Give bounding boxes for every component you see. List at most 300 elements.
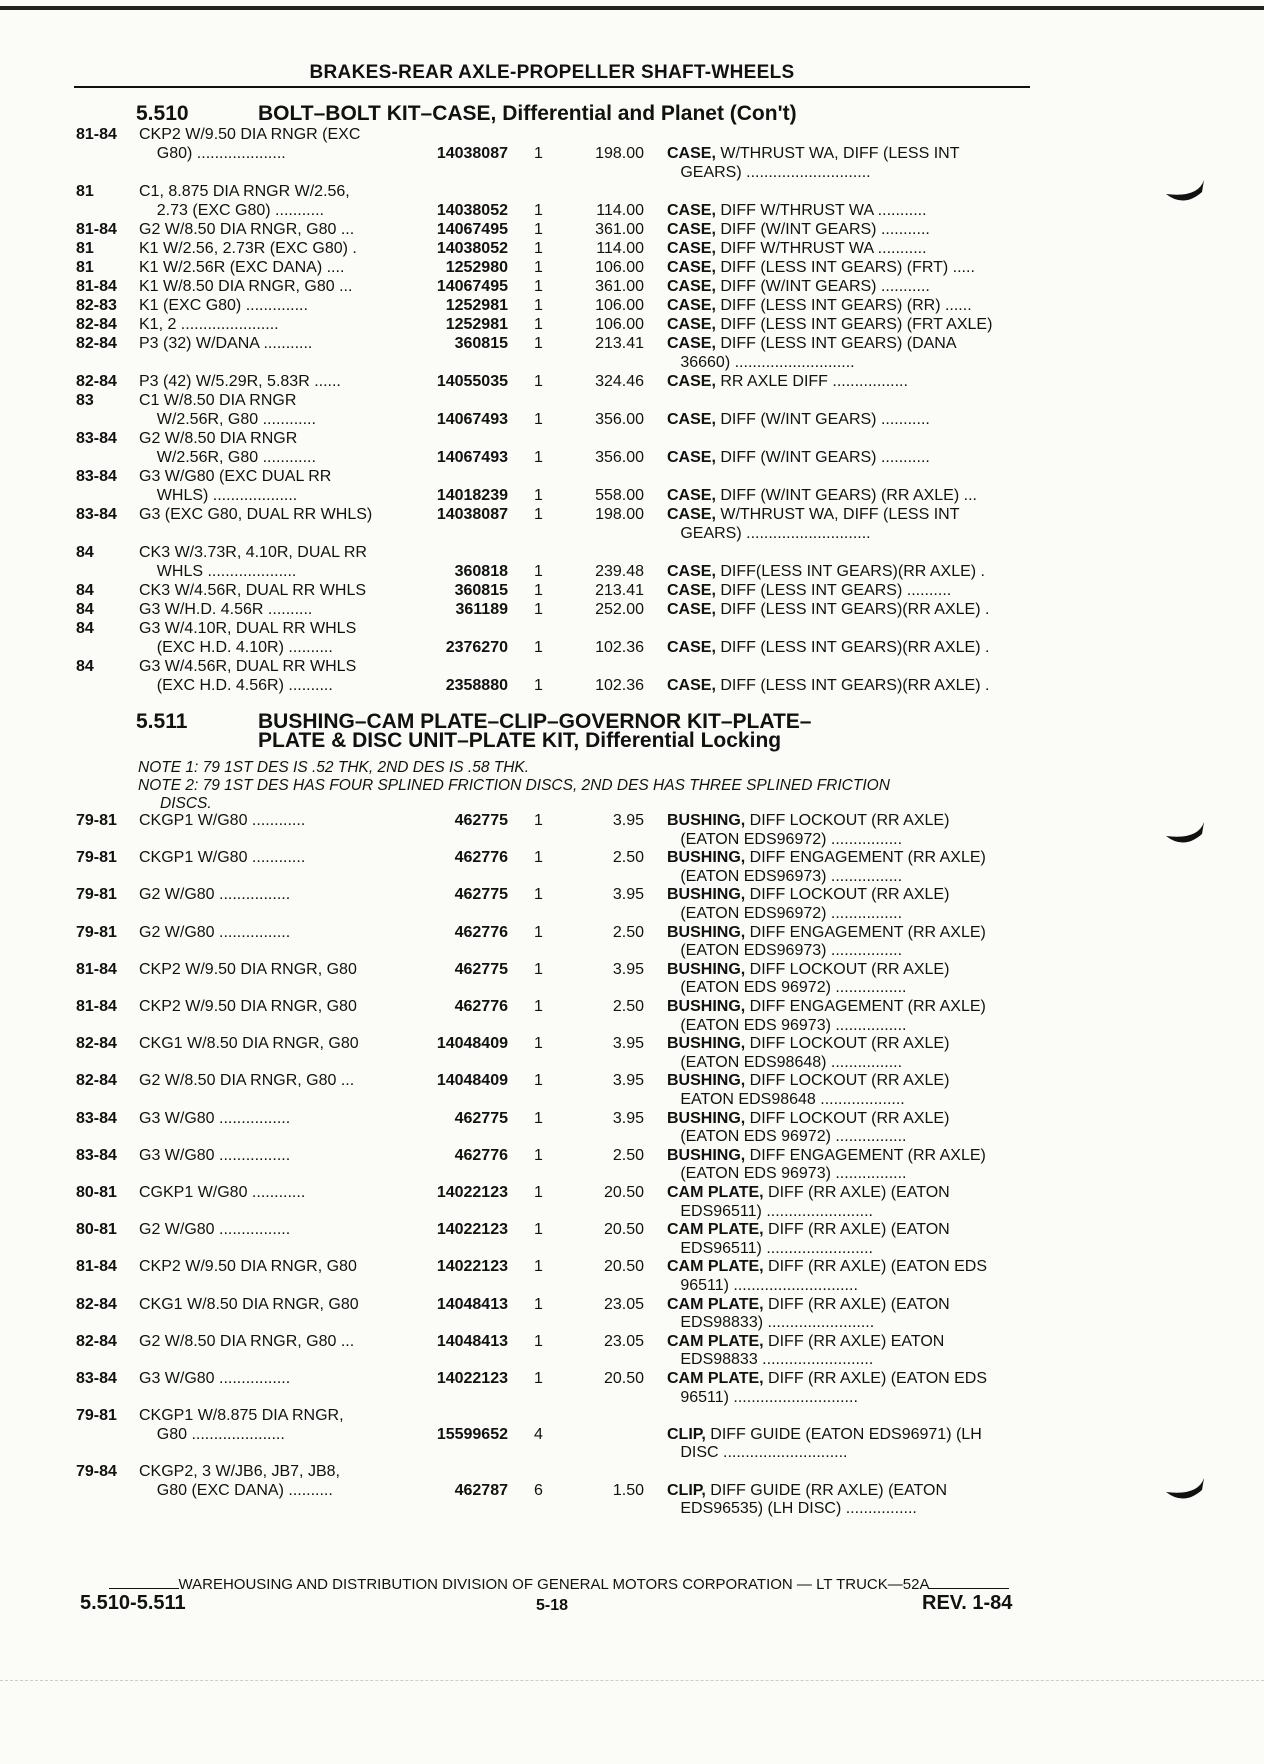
price: 106.00 bbox=[595, 316, 644, 333]
year-range: 79-81 bbox=[76, 886, 117, 904]
page-header: BRAKES-REAR AXLE-PROPELLER SHAFT-WHEELS bbox=[74, 62, 1030, 88]
part-name: BUSHING, bbox=[667, 960, 746, 978]
part-detail: GEARS) ............................ bbox=[667, 164, 871, 181]
year-range: 83-84 bbox=[76, 1109, 117, 1127]
part-detail: 96511) ............................ bbox=[667, 1388, 858, 1406]
price: 20.50 bbox=[603, 1184, 644, 1201]
part-detail: DIFF ENGAGEMENT (RR AXLE) bbox=[745, 923, 986, 941]
part-description bbox=[667, 297, 1037, 316]
part-number: 14048409 bbox=[436, 1072, 508, 1090]
model-application: CKGP1 W/G80 ............ bbox=[139, 849, 306, 867]
part-description bbox=[667, 316, 1037, 335]
price: 3.95 bbox=[612, 812, 644, 829]
quantity: 1 bbox=[534, 506, 543, 523]
model-application: CKG1 W/8.50 DIA RNGR, G80 bbox=[139, 1295, 359, 1313]
quantity: 1 bbox=[534, 221, 543, 238]
quantity: 1 bbox=[534, 1221, 543, 1239]
part-name: CASE, bbox=[667, 506, 716, 523]
part-description bbox=[667, 487, 1037, 506]
price: 20.50 bbox=[603, 1370, 644, 1387]
quantity: 1 bbox=[534, 487, 543, 504]
model-application: CK3 W/3.73R, 4.10R, DUAL RR bbox=[139, 544, 367, 561]
part-detail: DIFF GUIDE (EATON EDS96971) (LH bbox=[705, 1425, 982, 1443]
part-detail: 36660) ........................... bbox=[667, 354, 855, 371]
quantity: 1 bbox=[534, 1035, 543, 1053]
price: 106.00 bbox=[595, 259, 644, 276]
part-name: CASE, bbox=[667, 145, 716, 162]
part-name: CASE, bbox=[667, 297, 716, 314]
price: 3.95 bbox=[612, 1109, 644, 1127]
part-detail: RR AXLE DIFF ................. bbox=[715, 373, 908, 390]
price: 2.50 bbox=[612, 1146, 644, 1164]
part-description bbox=[667, 998, 1037, 1017]
part-description bbox=[667, 411, 1037, 430]
part-name: CASE, bbox=[667, 677, 716, 694]
part-name: CASE, bbox=[667, 278, 716, 295]
part-number: 14067493 bbox=[436, 449, 508, 466]
quantity: 1 bbox=[534, 1295, 543, 1313]
part-name: BUSHING, bbox=[667, 812, 746, 829]
model-application: CK3 W/4.56R, DUAL RR WHLS bbox=[139, 582, 367, 599]
quantity: 1 bbox=[534, 259, 543, 276]
price: 106.00 bbox=[595, 297, 644, 314]
part-description bbox=[667, 240, 1037, 259]
price: 361.00 bbox=[595, 221, 644, 238]
quantity: 1 bbox=[534, 582, 543, 599]
part-description bbox=[667, 354, 1037, 373]
part-detail: DIFF (LESS INT GEARS) (DANA bbox=[715, 335, 957, 352]
part-number: 1252981 bbox=[445, 297, 508, 314]
part-detail: EDS96535) (LH DISC) ................ bbox=[667, 1500, 917, 1518]
quantity: 1 bbox=[534, 998, 543, 1015]
model-application: W/2.56R, G80 ............ bbox=[139, 449, 316, 466]
part-detail: DIFF (W/INT GEARS) ........... bbox=[715, 221, 930, 238]
part-number: 462776 bbox=[454, 923, 508, 941]
model-application: G80 ..................... bbox=[139, 1425, 285, 1443]
part-name: CASE, bbox=[667, 487, 716, 504]
part-description bbox=[667, 259, 1037, 278]
part-detail: DIFF (LESS INT GEARS)(RR AXLE) . bbox=[715, 677, 990, 694]
part-description bbox=[667, 1017, 1037, 1036]
part-description bbox=[667, 1277, 1037, 1296]
quantity: 1 bbox=[534, 1146, 543, 1164]
part-description bbox=[667, 979, 1037, 998]
footer-page-number: 5-18 bbox=[536, 1597, 569, 1614]
section-number: 5.511 bbox=[136, 710, 188, 733]
part-detail: (EATON EDS 96973) ................ bbox=[667, 1165, 907, 1183]
part-detail: (EATON EDS 96972) ................ bbox=[667, 979, 907, 997]
quantity: 1 bbox=[534, 1332, 543, 1350]
part-description bbox=[667, 164, 1037, 183]
model-application: CKP2 W/9.50 DIA RNGR, G80 bbox=[139, 1258, 357, 1276]
year-range: 81 bbox=[76, 183, 94, 200]
year-range: 81-84 bbox=[76, 126, 117, 143]
model-application: CKG1 W/8.50 DIA RNGR, G80 bbox=[139, 1035, 359, 1053]
model-application: G3 W/4.56R, DUAL RR WHLS bbox=[139, 658, 357, 675]
part-number: 14022123 bbox=[436, 1258, 508, 1276]
part-description bbox=[667, 639, 1037, 658]
quantity: 1 bbox=[534, 639, 543, 656]
model-application: C1 W/8.50 DIA RNGR bbox=[139, 392, 297, 409]
price: 114.00 bbox=[596, 202, 644, 219]
part-detail: (EATON EDS 96972) ................ bbox=[667, 1128, 907, 1146]
footer-revision: REV. 1-84 bbox=[922, 1592, 1013, 1614]
part-name: BUSHING, bbox=[667, 1146, 746, 1164]
part-number: 361189 bbox=[455, 601, 508, 618]
part-detail: 96511) ............................ bbox=[667, 1277, 858, 1294]
part-name: CASE, bbox=[667, 449, 716, 466]
part-detail: DIFF(LESS INT GEARS)(RR AXLE) . bbox=[715, 563, 985, 580]
part-description bbox=[667, 1351, 1037, 1370]
part-description bbox=[667, 1258, 1037, 1277]
part-description bbox=[667, 1184, 1037, 1203]
part-description bbox=[667, 1035, 1037, 1054]
part-name: CASE, bbox=[667, 202, 716, 219]
part-description bbox=[667, 1426, 1037, 1445]
section-title-line1: BUSHING–CAM PLATE–CLIP–GOVERNOR KIT–PLATE– bbox=[258, 710, 812, 733]
part-detail: DIFF (RR AXLE) (EATON bbox=[763, 1221, 950, 1239]
part-name: CASE, bbox=[667, 563, 716, 580]
quantity: 1 bbox=[534, 1109, 543, 1127]
model-application: P3 (42) W/5.29R, 5.83R ...... bbox=[139, 373, 341, 390]
model-application: P3 (32) W/DANA ........... bbox=[139, 335, 313, 352]
part-detail: DIFF W/THRUST WA ........... bbox=[715, 202, 927, 219]
quantity: 1 bbox=[534, 923, 543, 941]
part-description bbox=[667, 145, 1037, 164]
part-detail: DIFF (LESS INT GEARS) (FRT) ..... bbox=[715, 259, 975, 276]
section-5511-heading-line2: PLATE & DISC UNIT–PLATE KIT, Differential Locking bbox=[258, 729, 782, 752]
year-range: 81 bbox=[76, 240, 94, 257]
part-detail: DIFF (W/INT GEARS) ........... bbox=[715, 411, 930, 428]
part-detail: DIFF LOCKOUT (RR AXLE) bbox=[745, 886, 950, 904]
part-number: 14067493 bbox=[436, 411, 508, 428]
model-application: G3 W/G80 ................ bbox=[139, 1370, 291, 1387]
part-number: 360815 bbox=[454, 582, 508, 599]
part-detail: DIFF ENGAGEMENT (RR AXLE) bbox=[745, 998, 986, 1015]
year-range: 83 bbox=[76, 392, 94, 409]
model-application: G3 (EXC G80, DUAL RR WHLS) bbox=[139, 506, 373, 523]
part-number: 14038087 bbox=[436, 506, 508, 523]
part-number: 462776 bbox=[454, 998, 508, 1015]
quantity: 1 bbox=[534, 411, 543, 428]
price: 2.50 bbox=[612, 998, 644, 1015]
part-name: BUSHING, bbox=[667, 998, 746, 1015]
part-description bbox=[667, 1054, 1037, 1073]
quantity: 1 bbox=[534, 1072, 543, 1090]
part-name: CASE, bbox=[667, 373, 716, 390]
part-detail: DIFF ENGAGEMENT (RR AXLE) bbox=[745, 849, 986, 867]
part-detail: W/THRUST WA, DIFF (LESS INT bbox=[715, 145, 960, 162]
part-name: BUSHING, bbox=[667, 1035, 746, 1053]
part-detail: DIFF LOCKOUT (RR AXLE) bbox=[745, 1072, 950, 1090]
part-name: BUSHING, bbox=[667, 849, 746, 867]
part-description bbox=[667, 961, 1037, 980]
quantity: 1 bbox=[534, 297, 543, 314]
year-range: 82-84 bbox=[76, 1332, 117, 1350]
part-description bbox=[667, 924, 1037, 943]
part-number: 1252981 bbox=[445, 316, 508, 333]
part-description bbox=[667, 812, 1037, 831]
quantity: 1 bbox=[534, 563, 543, 580]
part-name: CAM PLATE, bbox=[667, 1332, 764, 1350]
model-application: G3 W/G80 ................ bbox=[139, 1109, 291, 1127]
part-description bbox=[667, 449, 1037, 468]
part-detail: (EATON EDS96973) ................ bbox=[667, 867, 903, 885]
part-number: 360818 bbox=[454, 563, 508, 580]
year-range: 84 bbox=[76, 544, 94, 561]
binder-hook-mark bbox=[1164, 1476, 1208, 1506]
part-description bbox=[667, 563, 1037, 582]
year-range: 81 bbox=[76, 259, 94, 276]
price: 213.41 bbox=[595, 582, 644, 599]
quantity: 1 bbox=[534, 960, 543, 978]
part-description bbox=[667, 1444, 1037, 1463]
part-detail: DIFF LOCKOUT (RR AXLE) bbox=[745, 960, 950, 978]
model-application: G2 W/8.50 DIA RNGR, G80 ... bbox=[139, 1072, 355, 1090]
part-number: 14067495 bbox=[436, 221, 508, 238]
part-detail: DIFF (RR AXLE) EATON bbox=[763, 1332, 945, 1350]
part-detail: (EATON EDS96972) ................ bbox=[667, 830, 903, 848]
part-detail: DIFF (RR AXLE) (EATON EDS bbox=[763, 1258, 988, 1276]
quantity: 1 bbox=[534, 449, 543, 466]
model-application: K1 W/8.50 DIA RNGR, G80 ... bbox=[139, 278, 353, 295]
part-detail: EDS98833) ........................ bbox=[667, 1314, 875, 1332]
quantity: 1 bbox=[534, 812, 543, 829]
section-5510-heading bbox=[136, 104, 797, 124]
price: 114.00 bbox=[596, 240, 644, 257]
part-detail: DIFF LOCKOUT (RR AXLE) bbox=[745, 1035, 950, 1053]
price: 3.95 bbox=[612, 960, 644, 978]
year-range: 83-84 bbox=[76, 1370, 117, 1387]
part-description bbox=[667, 1091, 1037, 1110]
binder-hook-mark bbox=[1164, 820, 1208, 850]
part-detail: DISC ............................ bbox=[667, 1444, 848, 1462]
model-application: CKGP2, 3 W/JB6, JB7, JB8, bbox=[139, 1463, 340, 1480]
part-name: CAM PLATE, bbox=[667, 1295, 764, 1313]
part-description bbox=[667, 1147, 1037, 1166]
part-number: 462776 bbox=[454, 1146, 508, 1164]
part-detail: DIFF GUIDE (RR AXLE) (EATON bbox=[705, 1481, 948, 1499]
model-application: CKP2 W/9.50 DIA RNGR (EXC bbox=[139, 126, 361, 143]
year-range: 79-84 bbox=[76, 1463, 117, 1480]
model-application: G2 W/8.50 DIA RNGR, G80 ... bbox=[139, 1332, 355, 1350]
price: 198.00 bbox=[595, 506, 644, 523]
part-number: 14048409 bbox=[436, 1035, 508, 1053]
part-number: 14022123 bbox=[436, 1184, 508, 1201]
part-name: CAM PLATE, bbox=[667, 1370, 764, 1387]
part-description bbox=[667, 506, 1037, 525]
part-detail: DIFF W/THRUST WA ........... bbox=[715, 240, 927, 257]
year-range: 79-81 bbox=[76, 812, 117, 829]
part-name: CAM PLATE, bbox=[667, 1258, 764, 1276]
part-number: 462787 bbox=[454, 1481, 508, 1499]
part-description bbox=[667, 278, 1037, 297]
part-detail: DIFF (RR AXLE) (EATON bbox=[763, 1295, 950, 1313]
quantity: 4 bbox=[534, 1425, 543, 1443]
part-detail: (EATON EDS96973) ................ bbox=[667, 942, 903, 960]
part-number: 1252980 bbox=[445, 259, 508, 276]
model-application: K1, 2 ...................... bbox=[139, 316, 279, 333]
model-application: G2 W/8.50 DIA RNGR bbox=[139, 430, 298, 447]
part-detail: DIFF LOCKOUT (RR AXLE) bbox=[745, 1109, 950, 1127]
binder-hook-mark bbox=[1164, 178, 1208, 208]
year-range: 79-81 bbox=[76, 849, 117, 867]
part-detail: (EATON EDS98648) ................ bbox=[667, 1053, 903, 1071]
quantity: 1 bbox=[534, 886, 543, 904]
year-range: 81-84 bbox=[76, 960, 117, 978]
quantity: 6 bbox=[534, 1481, 543, 1499]
quantity: 1 bbox=[534, 278, 543, 295]
part-detail: DIFF (RR AXLE) (EATON bbox=[763, 1184, 950, 1201]
part-detail: (EATON EDS 96973) ................ bbox=[667, 1016, 907, 1034]
year-range: 79-81 bbox=[76, 923, 117, 941]
part-detail: EDS98833 ......................... bbox=[667, 1351, 874, 1369]
part-detail: DIFF (LESS INT GEARS) (RR) ...... bbox=[715, 297, 972, 314]
year-range: 82-83 bbox=[76, 297, 117, 314]
part-description bbox=[667, 677, 1037, 696]
part-detail: GEARS) ............................ bbox=[667, 525, 871, 542]
model-application: G2 W/G80 ................ bbox=[139, 886, 291, 904]
part-description bbox=[667, 202, 1037, 221]
price: 20.50 bbox=[603, 1221, 644, 1239]
year-range: 82-84 bbox=[76, 373, 117, 390]
model-application: G2 W/G80 ................ bbox=[139, 1221, 291, 1239]
year-range: 79-81 bbox=[76, 1407, 117, 1425]
price: 356.00 bbox=[595, 449, 644, 466]
model-application: G3 W/H.D. 4.56R .......... bbox=[139, 601, 313, 618]
part-name: CASE, bbox=[667, 221, 716, 238]
part-name: CLIP, bbox=[667, 1425, 706, 1443]
quantity: 1 bbox=[534, 677, 543, 694]
model-application: G3 W/G80 (EXC DUAL RR bbox=[139, 468, 332, 485]
part-description bbox=[667, 831, 1037, 850]
price: 2.50 bbox=[612, 849, 644, 867]
part-number: 14022123 bbox=[436, 1370, 508, 1387]
price: 198.00 bbox=[595, 145, 644, 162]
part-detail: DIFF (RR AXLE) (EATON EDS bbox=[763, 1370, 988, 1387]
model-application: G80) .................... bbox=[139, 145, 286, 162]
part-number: 14018239 bbox=[436, 487, 508, 504]
model-application: C1, 8.875 DIA RNGR W/2.56, bbox=[139, 183, 350, 200]
part-description bbox=[667, 1314, 1037, 1333]
part-number: 2358880 bbox=[445, 677, 508, 694]
model-application: CGKP1 W/G80 ............ bbox=[139, 1184, 306, 1201]
part-number: 360815 bbox=[454, 335, 508, 352]
year-range: 81-84 bbox=[76, 221, 117, 238]
part-name: CASE, bbox=[667, 335, 716, 352]
part-detail: DIFF (W/INT GEARS) ........... bbox=[715, 278, 930, 295]
year-range: 81-84 bbox=[76, 278, 117, 295]
part-description bbox=[667, 582, 1037, 601]
footer-section-range: 5.510-5.511 bbox=[80, 1592, 186, 1614]
model-application: CKP2 W/9.50 DIA RNGR, G80 bbox=[139, 960, 357, 978]
part-name: CASE, bbox=[667, 601, 716, 618]
part-name: BUSHING, bbox=[667, 1072, 746, 1090]
part-detail: DIFF (LESS INT GEARS)(RR AXLE) . bbox=[715, 639, 990, 656]
part-description bbox=[667, 1240, 1037, 1259]
model-application: CKGP1 W/8.875 DIA RNGR, bbox=[139, 1407, 344, 1425]
part-number: 14038052 bbox=[436, 240, 508, 257]
note-2: NOTE 2: 79 1ST DES HAS FOUR SPLINED FRICTION DISCS, 2ND DES HAS THREE SPLINED FRICTION bbox=[138, 777, 890, 794]
year-range: 82-84 bbox=[76, 1295, 117, 1313]
part-description bbox=[667, 1482, 1037, 1501]
part-number: 462775 bbox=[454, 1109, 508, 1127]
model-application: CKGP1 W/G80 ............ bbox=[139, 812, 306, 829]
year-range: 84 bbox=[76, 658, 94, 675]
year-range: 80-81 bbox=[76, 1184, 117, 1201]
quantity: 1 bbox=[534, 1184, 543, 1201]
part-description bbox=[667, 1203, 1037, 1222]
quantity: 1 bbox=[534, 202, 543, 219]
year-range: 84 bbox=[76, 582, 94, 599]
quantity: 1 bbox=[534, 1370, 543, 1387]
year-range: 84 bbox=[76, 620, 94, 637]
part-description bbox=[667, 221, 1037, 240]
year-range: 82-84 bbox=[76, 335, 117, 352]
part-number: 14048413 bbox=[436, 1332, 508, 1350]
part-name: CASE, bbox=[667, 411, 716, 428]
part-description bbox=[667, 942, 1037, 961]
part-description bbox=[667, 525, 1037, 544]
price: 213.41 bbox=[595, 335, 644, 352]
quantity: 1 bbox=[534, 601, 543, 618]
price: 3.95 bbox=[612, 1035, 644, 1053]
part-description bbox=[667, 335, 1037, 354]
part-description bbox=[667, 1500, 1037, 1519]
footer-publisher-line: WAREHOUSING AND DISTRIBUTION DIVISION OF GENERAL MOTORS CORPORATION — LT TRUCK—52A bbox=[84, 1576, 1034, 1593]
part-detail: EDS96511) ........................ bbox=[667, 1202, 873, 1220]
model-application: 2.73 (EXC G80) ........... bbox=[139, 202, 324, 219]
model-application: G2 W/8.50 DIA RNGR, G80 ... bbox=[139, 221, 355, 238]
section-number: 5.510 bbox=[136, 102, 189, 125]
price: 356.00 bbox=[595, 411, 644, 428]
model-application: (EXC H.D. 4.56R) .......... bbox=[139, 677, 333, 694]
part-description bbox=[667, 1389, 1037, 1408]
quantity: 1 bbox=[534, 1258, 543, 1276]
part-name: CASE, bbox=[667, 316, 716, 333]
year-range: 82-84 bbox=[76, 316, 117, 333]
quantity: 1 bbox=[534, 335, 543, 352]
part-number: 462775 bbox=[454, 960, 508, 978]
top-edge-line bbox=[0, 6, 1264, 10]
part-number: 462775 bbox=[454, 812, 508, 829]
part-name: CASE, bbox=[667, 240, 716, 257]
price: 23.05 bbox=[603, 1295, 644, 1313]
part-detail: W/THRUST WA, DIFF (LESS INT bbox=[715, 506, 960, 523]
part-number: 462776 bbox=[454, 849, 508, 867]
part-description bbox=[667, 886, 1037, 905]
model-application: G80 (EXC DANA) .......... bbox=[139, 1481, 333, 1499]
part-description bbox=[667, 373, 1037, 392]
note-2-continued: DISCS. bbox=[160, 795, 212, 812]
model-application: (EXC H.D. 4.10R) .......... bbox=[139, 639, 333, 656]
part-name: BUSHING, bbox=[667, 923, 746, 941]
part-description bbox=[667, 1370, 1037, 1389]
part-number: 462775 bbox=[454, 886, 508, 904]
part-detail: (EATON EDS96972) ................ bbox=[667, 905, 903, 922]
year-range: 83-84 bbox=[76, 468, 117, 485]
part-name: CAM PLATE, bbox=[667, 1184, 764, 1201]
part-detail: EDS96511) ........................ bbox=[667, 1239, 873, 1257]
part-detail: DIFF (LESS INT GEARS) (FRT AXLE) bbox=[715, 316, 993, 333]
price: 3.95 bbox=[612, 1072, 644, 1090]
model-application: WHLS) ................... bbox=[139, 487, 298, 504]
price: 20.50 bbox=[603, 1258, 644, 1276]
price: 324.46 bbox=[595, 373, 644, 390]
part-number: 14022123 bbox=[436, 1221, 508, 1239]
model-application: G2 W/G80 ................ bbox=[139, 923, 291, 941]
part-number: 14038087 bbox=[436, 145, 508, 162]
